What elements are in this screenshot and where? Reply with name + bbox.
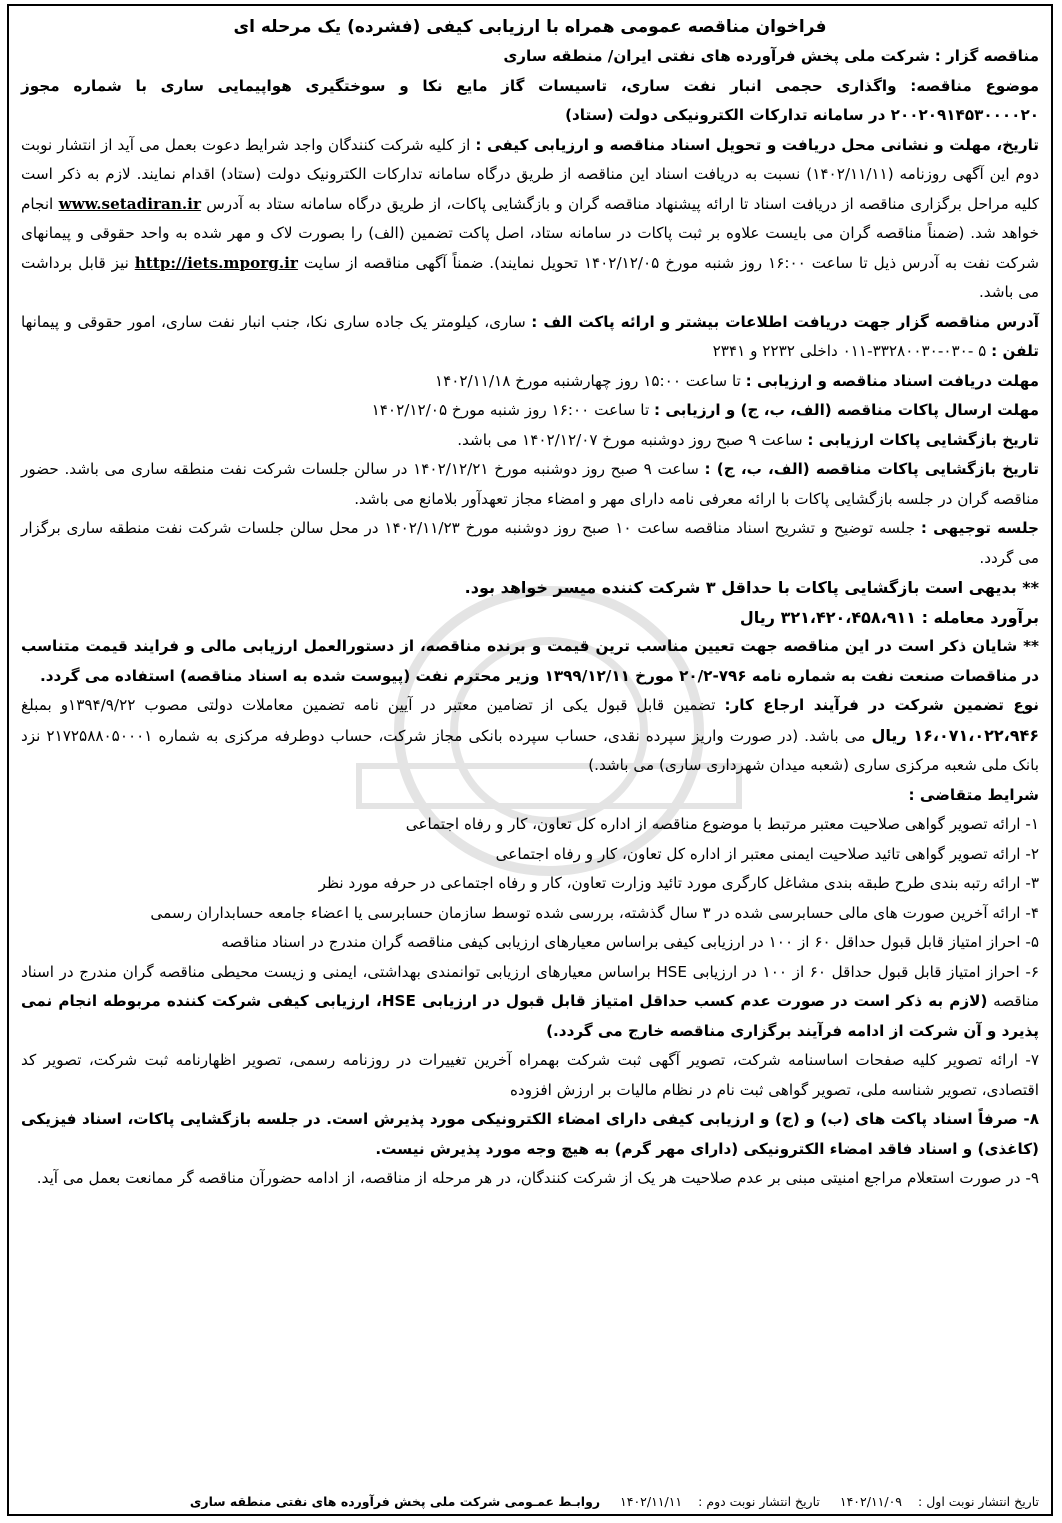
condition-item-6: [21, 958, 1039, 1047]
condition-item: ۱- ارائه تصویر گواهی صلاحیت معتبر مرتبط با موضوع مناقصه از اداره کل تعاون، کار و رفاه اجتماعی: [405, 815, 1039, 833]
min-participants-note: ** بدیهی است بازگشایی پاکات با حداقل ۳ شرکت کننده میسر خواهد بود.: [464, 578, 1039, 597]
receive-deadline-line: [21, 367, 1039, 397]
organizer-line: [21, 42, 1039, 72]
iets-link[interactable]: http://iets.mporg.ir: [134, 253, 298, 272]
phone-label: تلفن :: [991, 342, 1039, 360]
condition-item: ۴- ارائه آخرین صورت های مالی حسابرسی شده در ۳ سال گذشته، بررسی شده توسط سازمان حسابرسی یا اعضاء جامعه حسابداران رسمی: [150, 903, 1039, 922]
eval-opening-label: تاریخ بازگشایی پاکات ارزیابی :: [807, 430, 1039, 449]
first-pub-date: ۱۴۰۲/۱۱/۰۹: [839, 1494, 903, 1509]
deadline-docs-text3: نیز قابل برداشت می باشد.: [21, 253, 1039, 301]
publication-footer: [9, 1490, 1051, 1514]
address-paragraph: [21, 308, 1039, 367]
condition-item-7: ۷- ارائه تصویر کلیه صفحات اساسنامه شرکت، تصویر آگهی ثبت شرکت بهمراه آخرین تغییرات در روزنامه رسمی، تصویر اظهارنامه ثبت شرکت، تصویر کد اقتصادی، تصویر شناسه ملی، تصویر گواهی ثبت نام در نظام مالیات بر ارزش افزوده: [21, 1051, 1039, 1099]
organizer-value: شرکت ملی پخش فرآورده های نفتی ایران/ منطقه ساری: [503, 47, 930, 65]
guarantee-text1: تضمین قابل قبول یکی از تضامین معتبر در آیین نامه تضمین معاملات دولتی مصوب ۱۳۹۴/۹/۲۲و بمبلغ: [21, 696, 716, 714]
conditions-list: [21, 810, 1039, 1194]
guarantee-label: نوع تضمین شرکت در فرآیند ارجاع کار:: [724, 696, 1039, 714]
second-pub-date: ۱۴۰۲/۱۱/۱۱: [620, 1494, 683, 1509]
submit-deadline-label: مهلت ارسال پاکات مناقصه (الف، ب، ج) و ارزیابی :: [654, 401, 1039, 419]
condition-item-9: ۹- در صورت استعلام مراجع امنیتی مبنی بر عدم صلاحیت هر یک از شرکت کنندگان، در هر مرحله از مناقصه، از ادامه حضورآن مناقصه گر ممانعت بعمل می آید.: [36, 1169, 1039, 1187]
briefing-paragraph: [21, 514, 1039, 573]
address-label: آدرس مناقصه گزار جهت دریافت اطلاعات بیشتر و ارائه پاکت الف :: [531, 312, 1040, 331]
receive-deadline-label: مهلت دریافت اسناد مناقصه و ارزیابی :: [745, 371, 1039, 390]
submit-deadline-line: [21, 396, 1039, 426]
estimate-label: برآورد معامله :: [921, 607, 1039, 627]
condition-item-8: ۸- صرفاً اسناد پاکت های (ب) و (ج) و ارزیابی کیفی دارای امضاء الکترونیکی مورد پذیرش است. در جلسه بازگشایی پاکات، اسناد فیزیکی (کاغذی) و اسناد فاقد امضاء الکترونیکی (دارای مهر گرم) به هیچ وجه مورد پذیرش نیست.: [21, 1110, 1039, 1158]
guarantee-paragraph: [21, 691, 1039, 781]
price-method-note: ** شایان ذکر است در این مناقصه جهت تعیین مناسب ترین قیمت و برنده مناقصه، از دستورالعمل ارزیابی مالی و فرایند قیمت متناسب در مناقصات صنعت نفت به شماره نامه ۷۹۶-۲۰/۲ مورخ ۱۳۹۹/۱۲/۱۱ وزیر محترم نفت (پیوست شده به اسناد مناقصه) استفاده می گردد.: [21, 637, 1039, 685]
briefing-value: جلسه توضیح و تشریح اسناد مناقصه ساعت ۱۰ صبح روز دوشنبه مورخ ۱۴۰۲/۱۱/۲۳ در محل سالن جلسات شرکت نفت منطقه ساری برگزار می گردد.: [21, 519, 1039, 567]
condition-6-text: ۶- احراز امتیاز قابل قبول حداقل ۶۰ از ۱۰۰ در ارزیابی HSE براساس معیارهای ارزیابی توانمندی بهداشتی، ایمنی و زیست محیطی مناقصه گران مندرج در اسناد مناقصه: [21, 962, 1040, 1010]
tender-notice: [7, 4, 1053, 1516]
condition-6-bold: (لازم به ذکر است در صورت عدم کسب حداقل امتیاز قابل قبول در ارزیابی HSE، ارزیابی کیفی شرکت کننده مربوطه انجام نمی پذیرد و آن شرکت از ادامه فرآیند برگزاری مناقصه خارج می گردد.): [21, 992, 1039, 1040]
deadline-docs-text1: از کلیه شرکت کنندگان واجد شرایط دعوت بعمل می آید از انتشار نوبت دوم این آگهی روزنامه (۱۴۰۲/۱۱/۱۱) نسبت به دریافت اسناد این مناقصه از طریق درگاه سامانه تدارکات الکترونیک دولت (ستاد) اقدام نمایند. لازم به ذکر است کلیه مراحل برگزاری مناقصه از دریافت اسناد تا ارائه پیشنهاد مناقصه گران و بازگشایی پاکات، از طریق درگاه سامانه ستاد به آدرس: [21, 135, 1040, 213]
condition-item: ۵- احراز امتیاز قابل قبول حداقل ۶۰ از ۱۰۰ در ارزیابی کیفی براساس معیارهای ارزیابی کیفی مناقصه گران مندرج در اسناد مناقصه: [221, 933, 1039, 951]
bid-opening-label: تاریخ بازگشایی پاکات مناقصه (الف، ب، ج) :: [704, 460, 1039, 478]
publisher: روابـط عمـومی شرکت ملی پخش فرآورده های نفتی منطقه ساری: [189, 1494, 601, 1509]
second-pub-label: تاریخ انتشار نوبت دوم :: [698, 1494, 820, 1509]
subject-value: واگذاری حجمی انبار نفت ساری، تاسیسات گاز مایع نکا و سوختگیری هواپیمایی ساری با شماره مجوز ۲۰۰۲۰۹۱۴۵۳۰۰۰۰۲۰ در سامانه تدارکات الکترونیکی دولت (ستاد): [21, 76, 1039, 124]
submit-deadline-value: تا ساعت ۱۶:۰۰ روز شنبه مورخ ۱۴۰۲/۱۲/۰۵: [371, 401, 650, 419]
subject-line: [21, 72, 1039, 131]
guarantee-text2: می باشد. (در صورت واریز سپرده نقدی، حساب سپرده بانکی مجاز شرکت، حساب دوطرفه مرکزی به شماره ۲۱۷۲۵۸۸۰۵۰۰۰۱ نزد بانک ملی شعبه مرکزی ساری (شعبه میدان شهرداری ساری) می باشد.): [21, 726, 1039, 774]
first-pub-label: تاریخ انتشار نوبت اول :: [918, 1494, 1039, 1509]
receive-deadline-value: تا ساعت ۱۵:۰۰ روز چهارشنبه مورخ ۱۴۰۲/۱۱/۱۸: [434, 371, 741, 390]
bid-opening-paragraph: [21, 455, 1039, 514]
condition-item: ۲- ارائه تصویر گواهی تائید صلاحیت ایمنی معتبر از اداره کل تعاون، کار و رفاه اجتماعی: [495, 844, 1039, 863]
bid-opening-value: ساعت ۹ صبح روز دوشنبه مورخ ۱۴۰۲/۱۲/۲۱ در سالن جلسات شرکت نفت منطقه ساری می باشد. حضور مناقصه گران در جلسه بازگشایی پاکات با ارائه معرفی نامه دارای مهر و امضاء مجاز تعهدآور بلامانع می باشد.: [21, 460, 1039, 508]
briefing-label: جلسه توجیهی :: [920, 519, 1039, 537]
deadline-docs-text2: انجام خواهد شد. (ضمناً مناقصه گران می بایست علاوه بر ثبت پاکات در سامانه ستاد، اصل پاکت تضمین (الف) را بصورت لاک و مهر شده به واحد حقوقی و پیمانهای شرکت نفت به آدرس ذیل تا ساعت ۱۶:۰۰ روز شنبه مورخ ۱۴۰۲/۱۲/۰۵ تحویل نمایند). ضمناً آگهی مناقصه از سایت: [21, 194, 1040, 272]
notice-title: فراخوان مناقصه عمومی همراه با ارزیابی کیفی (فشرده) یک مرحله ای: [233, 17, 827, 37]
condition-item: ۳- ارائه رتبه بندی طرح طبقه بندی مشاغل کارگری مورد تائید وزارت تعاون، کار و رفاه اجتماعی در حرفه مورد نظر: [318, 874, 1039, 892]
subject-label: موضوع مناقصه:: [910, 76, 1039, 95]
eval-opening-line: [21, 426, 1039, 456]
deadline-docs-paragraph: [21, 131, 1039, 308]
estimate-value: ۳۲۱،۴۲۰،۴۵۸،۹۱۱ ریال: [739, 607, 916, 627]
setad-link[interactable]: www.setadiran.ir: [58, 194, 201, 213]
organizer-label: مناقصه گزار :: [934, 47, 1039, 65]
guarantee-amount: ۱۶،۰۷۱،۰۲۲،۹۴۶ ریال: [871, 725, 1040, 745]
eval-opening-value: ساعت ۹ صبح روز دوشنبه مورخ ۱۴۰۲/۱۲/۰۷ می باشد.: [457, 430, 803, 449]
estimate-line: [21, 603, 1039, 633]
deadline-docs-label: تاریخ، مهلت و نشانی محل دریافت و تحویل اسناد مناقصه و ارزیابی کیفی :: [475, 135, 1039, 154]
phone-value: ۵ -۰۳۰-۳۳۲۸۰۰۳۰-۰۱۱ داخلی ۲۲۳۲ و ۲۳۴۱: [712, 342, 987, 360]
conditions-title: شرایط متقاضی :: [908, 785, 1039, 804]
address-value: ساری، کیلومتر یک جاده ساری نکا، جنب انبار نفت ساری، امور حقوقی و پیمانها: [21, 312, 526, 331]
